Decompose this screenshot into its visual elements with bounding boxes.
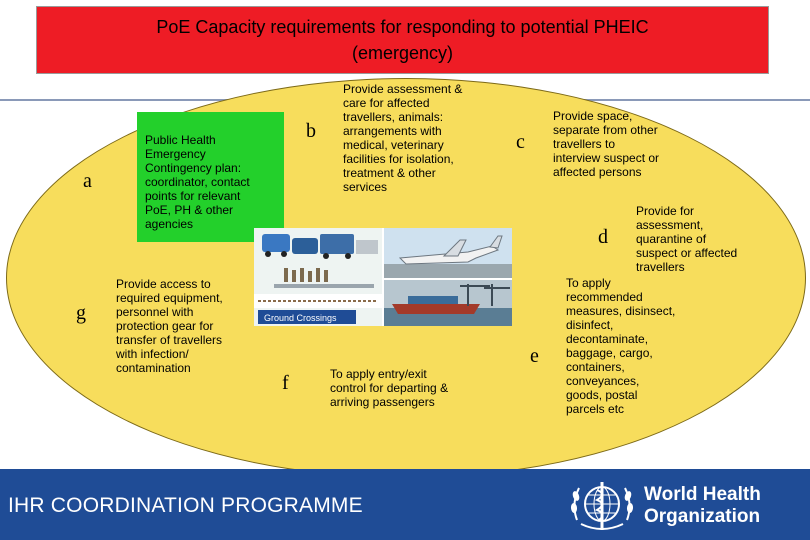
item-b-line: care for affected <box>343 96 430 110</box>
title-line-2: (emergency) <box>351 43 454 63</box>
item-g-line: personnel with <box>116 305 194 319</box>
item-d-line: travellers <box>636 260 685 274</box>
item-e-line: disinfect, <box>566 318 614 332</box>
label-d: d <box>598 226 608 248</box>
item-e-line: baggage, cargo, <box>566 346 653 360</box>
item-e-line: decontaminate, <box>566 332 649 346</box>
item-b-line: medical, veterinary <box>343 138 444 152</box>
label-c: c <box>516 131 525 153</box>
item-e-line: goods, postal <box>566 388 638 402</box>
item-d-line: suspect or affected <box>636 246 738 260</box>
item-a-line: agencies <box>145 217 194 231</box>
who-emblem-icon <box>567 476 637 534</box>
who-wordmark-line-2: Organization <box>644 506 761 527</box>
footer-programme-title: IHR COORDINATION PROGRAMME <box>8 494 363 517</box>
item-d-line: assessment, <box>636 218 704 232</box>
item-e-line: containers, <box>566 360 625 374</box>
item-b-line: Provide assessment & <box>343 82 463 96</box>
item-c-line: affected persons <box>553 165 642 179</box>
item-g-line: protection gear for <box>116 319 214 333</box>
item-a-line: points for relevant <box>145 189 241 203</box>
item-b-line: travellers, animals: <box>343 110 444 124</box>
item-g-line: transfer of travellers <box>116 333 223 347</box>
item-d-line: quarantine of <box>636 232 707 246</box>
photo-caption: Ground Crossings <box>264 313 337 323</box>
item-b-line: facilities for isolation, <box>343 152 454 166</box>
item-e-line: recommended <box>566 290 643 304</box>
item-d-line: Provide for <box>636 204 695 218</box>
item-a-line: PoE, PH & other <box>145 203 234 217</box>
item-g-line: required equipment, <box>116 291 223 305</box>
label-b: b <box>306 120 316 142</box>
item-c-line: interview suspect or <box>553 151 660 165</box>
item-a-text <box>145 133 250 231</box>
label-a: a <box>83 170 92 192</box>
item-f-line: arriving passengers <box>330 395 435 409</box>
item-e-line: measures, disinsect, <box>566 304 676 318</box>
item-b-line: arrangements with <box>343 124 442 138</box>
item-c-line: travellers to <box>553 137 616 151</box>
item-g-line: contamination <box>116 361 191 375</box>
item-c-line: Provide space, <box>553 109 633 123</box>
item-f-text <box>330 367 448 409</box>
who-wordmark-line-1: World Health <box>644 484 761 505</box>
label-e: e <box>530 345 539 367</box>
collage-illustration <box>254 228 512 326</box>
item-b-text <box>343 82 462 194</box>
label-g: g <box>76 302 86 324</box>
item-e-line: parcels etc <box>566 402 625 416</box>
who-logo-graphic <box>567 476 637 534</box>
item-g-line: Provide access to <box>116 277 211 291</box>
title-banner <box>36 6 769 74</box>
item-d-text <box>636 204 737 274</box>
item-e-line: To apply <box>566 276 611 290</box>
item-e-text <box>566 276 675 416</box>
item-c-text <box>553 109 659 179</box>
item-f-line: control for departing & <box>330 381 449 395</box>
item-a-line: Emergency <box>145 147 206 161</box>
item-a-line: Public Health <box>145 133 216 147</box>
item-c-line: separate from other <box>553 123 658 137</box>
item-a-line: Contingency plan: <box>145 161 242 175</box>
item-f-line: To apply entry/exit <box>330 367 427 381</box>
item-g-text <box>116 277 223 375</box>
label-f: f <box>282 372 289 394</box>
item-b-line: treatment & other <box>343 166 436 180</box>
who-wordmark <box>644 484 761 528</box>
item-g-line: with infection/ <box>116 347 189 361</box>
points-of-entry-photo-collage <box>254 228 512 326</box>
item-b-line: services <box>343 180 388 194</box>
item-e-line: conveyances, <box>566 374 640 388</box>
item-a-line: coordinator, contact <box>145 175 250 189</box>
title-line-1: PoE Capacity requirements for responding to potential PHEIC <box>156 17 649 37</box>
